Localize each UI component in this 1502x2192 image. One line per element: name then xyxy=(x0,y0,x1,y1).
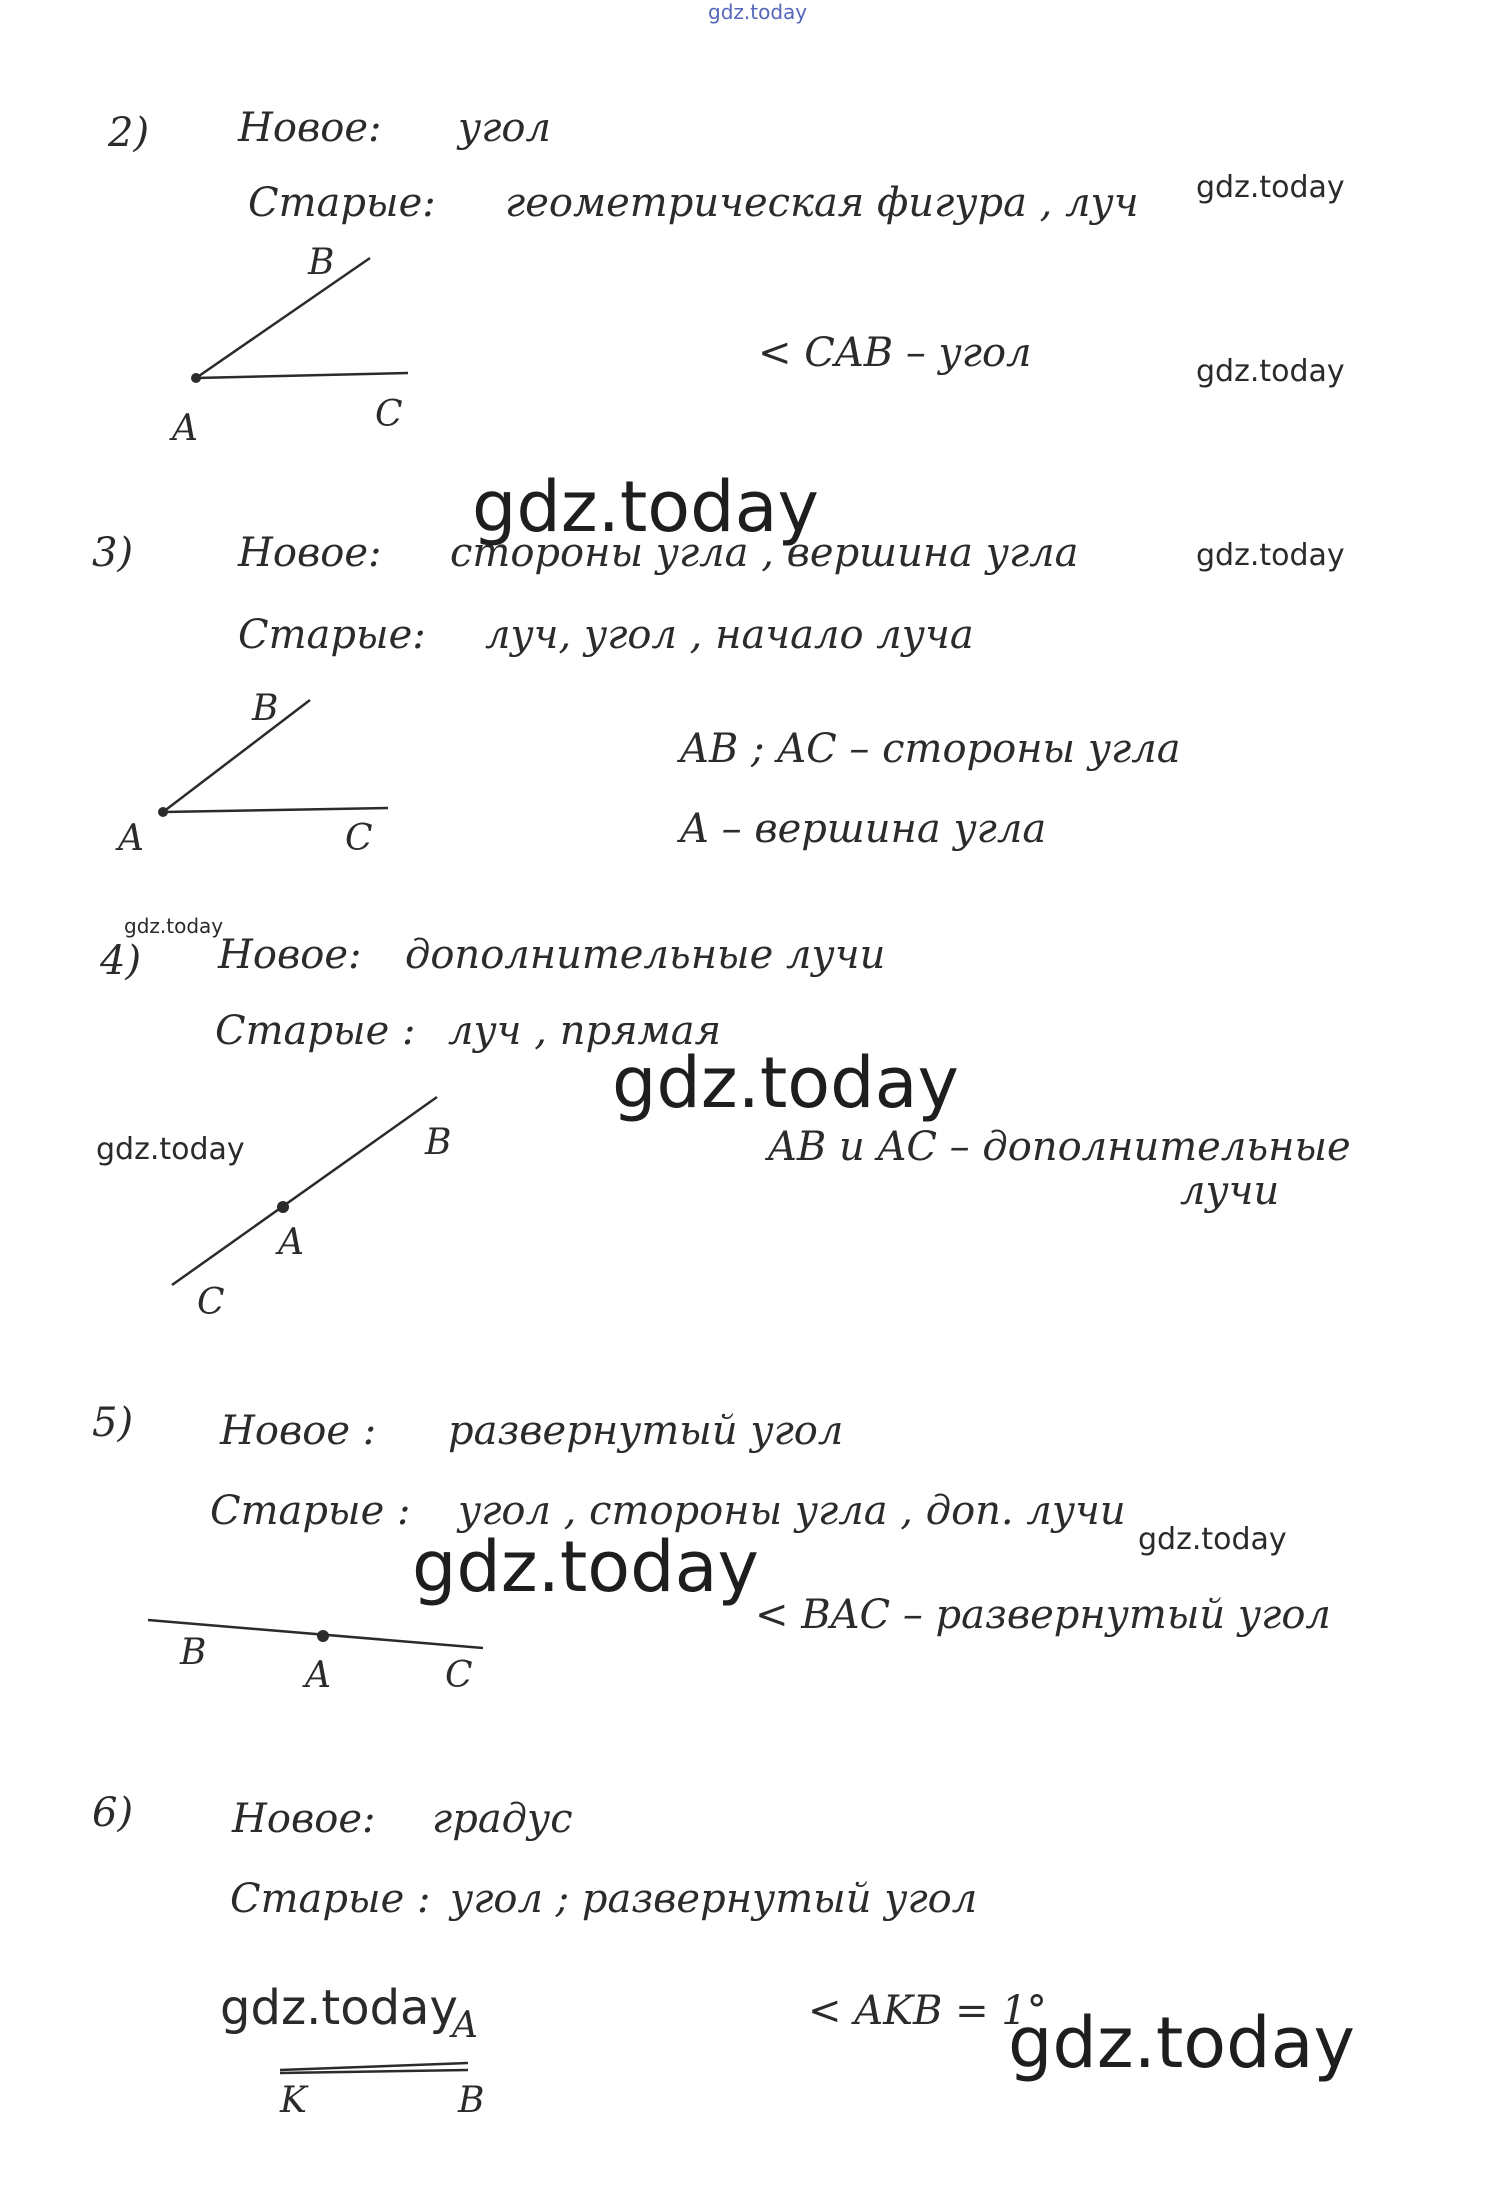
section-4-point-a: A xyxy=(278,1222,304,1263)
watermark-8: gdz.today xyxy=(1138,1522,1287,1557)
section-3-new-text: стороны угла , вершина угла xyxy=(450,530,1079,576)
watermark-11: gdz.today xyxy=(1008,2002,1355,2084)
section-4-old-text: луч , прямая xyxy=(448,1008,722,1054)
watermark-6: gdz.today xyxy=(612,1042,959,1124)
section-5-new-label: Новое : xyxy=(220,1408,377,1454)
section-6-number: 6) xyxy=(92,1790,134,1836)
section-3-point-b: B xyxy=(252,688,279,729)
section-3-old-text: луч, угол , начало луча xyxy=(485,612,974,658)
section-2-point-a: A xyxy=(172,408,198,449)
section-3-new-label: Новое: xyxy=(238,530,382,576)
section-2-new-text: угол xyxy=(458,105,551,151)
section-3-old-label: Старые: xyxy=(238,612,426,658)
section-3-point-a: A xyxy=(118,818,144,859)
watermark-4: gdz.today xyxy=(1196,538,1345,573)
section-2-point-c: C xyxy=(375,394,403,435)
section-6-point-k: K xyxy=(280,2080,307,2121)
watermark-7: gdz.today xyxy=(96,1132,245,1167)
section-5-point-c: C xyxy=(445,1655,473,1696)
section-5-point-a: A xyxy=(305,1655,331,1696)
section-4-point-b: B xyxy=(425,1122,452,1163)
angle-cab-drawing xyxy=(191,258,408,383)
watermark-1: gdz.today xyxy=(1196,170,1345,205)
section-4-point-c: C xyxy=(197,1282,225,1323)
section-5-old-text: угол , стороны угла , доп. лучи xyxy=(458,1488,1126,1534)
top-watermark: gdz.today xyxy=(708,0,808,24)
section-6-new-text: градус xyxy=(432,1796,573,1842)
section-3-point-c: C xyxy=(345,818,373,859)
watermark-10: gdz.today xyxy=(220,1980,458,2036)
section-4-new-label: Новое: xyxy=(218,932,362,978)
section-5-point-b: B xyxy=(180,1632,207,1673)
section-5-number: 5) xyxy=(92,1400,134,1446)
section-6-old-label: Старые : xyxy=(230,1876,431,1922)
section-4-new-text: дополнительные лучи xyxy=(405,932,886,978)
section-6-new-label: Новое: xyxy=(232,1796,376,1842)
section-2-new-label: Новое: xyxy=(238,105,382,151)
section-5-old-label: Старые : xyxy=(210,1488,411,1534)
section-4-number: 4) xyxy=(100,938,142,984)
section-3-statement-2: A – вершина угла xyxy=(680,806,1047,852)
section-6-statement: < AKB = 1° xyxy=(808,1988,1047,2034)
section-4-old-label: Старые : xyxy=(215,1008,416,1054)
section-4-statement-2: лучи xyxy=(1180,1168,1280,1214)
watermark-5: gdz.today xyxy=(124,914,224,938)
section-3-number: 3) xyxy=(92,530,134,576)
section-2-old-label: Старые: xyxy=(248,180,436,226)
opposite-rays-drawing xyxy=(172,1097,437,1285)
section-6-point-a: A xyxy=(452,2005,478,2046)
section-2-statement: < CAB – угол xyxy=(758,330,1032,376)
section-2-point-b: B xyxy=(308,242,335,283)
section-5-statement: < BAC – развернутый угол xyxy=(755,1592,1331,1638)
section-6-point-b: B xyxy=(458,2080,485,2121)
section-2-number: 2) xyxy=(108,110,150,156)
section-5-new-text: развернутый угол xyxy=(448,1408,844,1454)
watermark-2: gdz.today xyxy=(1196,354,1345,389)
section-2-old-text: геометрическая фигура , луч xyxy=(505,180,1139,226)
watermark-9: gdz.today xyxy=(412,1526,759,1608)
watermark-3: gdz.today xyxy=(472,466,819,548)
section-4-statement-1: AB и AC – дополнительные xyxy=(768,1124,1351,1170)
section-6-old-text: угол ; развернутый угол xyxy=(450,1876,978,1922)
degree-angle-drawing xyxy=(280,2063,468,2073)
section-3-statement-1: AB ; AC – стороны угла xyxy=(680,726,1181,772)
